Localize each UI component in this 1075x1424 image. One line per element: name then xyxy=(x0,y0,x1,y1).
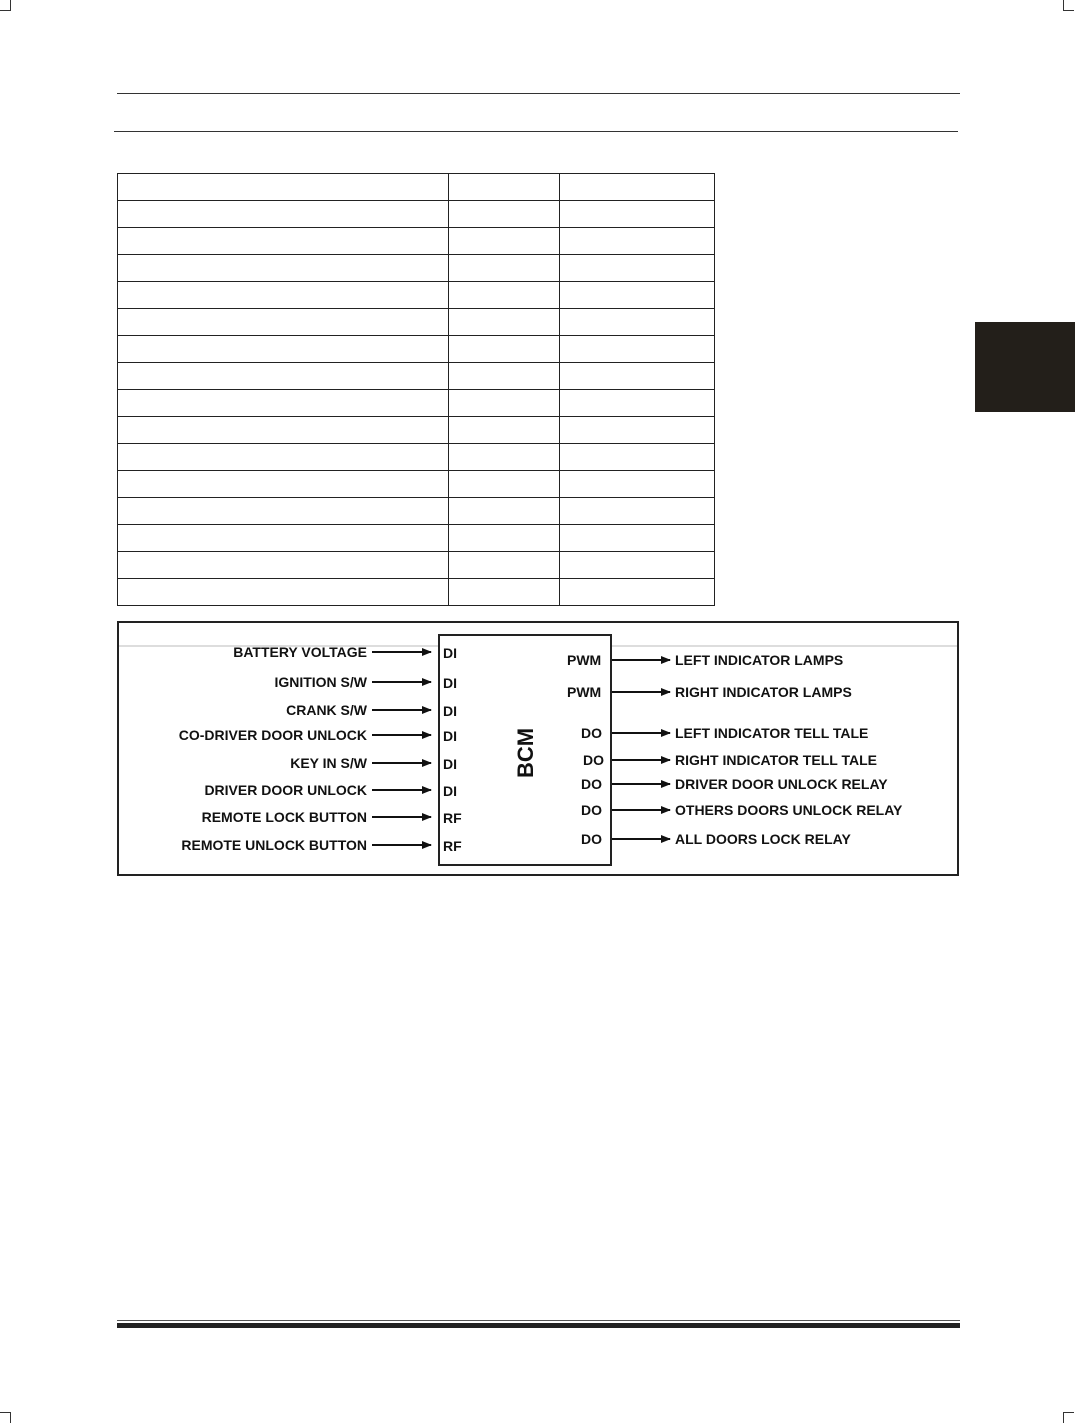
input-label: CRANK S/W xyxy=(286,702,367,718)
table-cell xyxy=(560,552,715,579)
table-cell xyxy=(449,390,560,417)
output-label: DRIVER DOOR UNLOCK RELAY xyxy=(675,776,888,792)
table-row xyxy=(118,363,715,390)
footer-rule-thin xyxy=(117,1320,960,1321)
table-cell xyxy=(560,201,715,228)
output-port-label: PWM xyxy=(567,652,602,668)
input-label: BATTERY VOLTAGE xyxy=(233,644,367,660)
table-cell xyxy=(449,471,560,498)
output-signal xyxy=(581,725,868,741)
table-cell xyxy=(560,390,715,417)
table-cell xyxy=(560,309,715,336)
spec-table xyxy=(117,173,715,606)
output-port-label: DO xyxy=(581,802,602,818)
table-row xyxy=(118,309,715,336)
input-signal xyxy=(204,782,457,799)
table-row xyxy=(118,444,715,471)
table-cell xyxy=(449,498,560,525)
bcm-label: BCM xyxy=(513,727,538,778)
table-cell xyxy=(560,579,715,606)
table-cell xyxy=(560,498,715,525)
output-signal xyxy=(583,752,877,768)
bcm-diagram-frame xyxy=(117,621,959,876)
table-cell xyxy=(449,444,560,471)
crop-mark-bottom-left xyxy=(0,1412,11,1423)
table-cell xyxy=(118,282,449,309)
input-signal xyxy=(202,809,463,826)
output-label: OTHERS DOORS UNLOCK RELAY xyxy=(675,802,903,818)
output-signal xyxy=(581,831,851,847)
output-label: LEFT INDICATOR LAMPS xyxy=(675,652,844,668)
input-signal xyxy=(274,674,457,691)
table-cell xyxy=(118,201,449,228)
output-label: RIGHT INDICATOR TELL TALE xyxy=(675,752,877,768)
table-cell xyxy=(449,228,560,255)
table-cell xyxy=(449,174,560,201)
output-port-label: PWM xyxy=(567,684,602,700)
output-label: ALL DOORS LOCK RELAY xyxy=(675,831,851,847)
table-cell xyxy=(118,336,449,363)
table-row xyxy=(118,201,715,228)
output-port-label: DO xyxy=(581,725,602,741)
input-signal xyxy=(181,837,462,854)
input-label: REMOTE LOCK BUTTON xyxy=(201,809,367,825)
table-cell xyxy=(560,363,715,390)
input-signal xyxy=(286,702,457,719)
table-cell xyxy=(118,228,449,255)
output-signal xyxy=(581,802,903,818)
crop-mark-bottom-right xyxy=(1063,1412,1074,1423)
output-port-label: DO xyxy=(583,752,604,768)
section-tab xyxy=(975,322,1075,412)
input-signal xyxy=(233,644,457,661)
output-signal xyxy=(581,776,888,792)
table-cell xyxy=(560,444,715,471)
table-cell xyxy=(449,552,560,579)
table-cell xyxy=(560,255,715,282)
table-cell xyxy=(449,417,560,444)
table-cell xyxy=(560,228,715,255)
table-cell xyxy=(449,255,560,282)
table-cell xyxy=(560,417,715,444)
output-label: LEFT INDICATOR TELL TALE xyxy=(675,725,869,741)
table-row xyxy=(118,498,715,525)
table-row xyxy=(118,579,715,606)
input-port-label: DI xyxy=(443,675,457,691)
table-row xyxy=(118,471,715,498)
input-port-label: DI xyxy=(443,703,457,719)
crop-mark-top-left xyxy=(0,0,11,11)
input-label: CO-DRIVER DOOR UNLOCK xyxy=(178,727,367,743)
table-cell xyxy=(118,390,449,417)
input-port-label: RF xyxy=(443,838,462,854)
table-cell xyxy=(118,579,449,606)
table-cell xyxy=(560,282,715,309)
header-rule-top xyxy=(117,93,960,94)
table-cell xyxy=(118,552,449,579)
table-cell xyxy=(449,336,560,363)
table-cell xyxy=(118,498,449,525)
input-label: IGNITION S/W xyxy=(274,674,367,690)
inputs-group xyxy=(179,644,462,854)
outputs-group xyxy=(567,652,903,847)
table-cell xyxy=(118,255,449,282)
table-cell xyxy=(560,471,715,498)
output-label: RIGHT INDICATOR LAMPS xyxy=(675,684,852,700)
input-port-label: DI xyxy=(443,645,457,661)
footer-rule-thick xyxy=(117,1323,960,1328)
table-cell xyxy=(449,579,560,606)
output-port-label: DO xyxy=(581,831,602,847)
input-port-label: DI xyxy=(443,728,457,744)
table-cell xyxy=(449,282,560,309)
input-port-label: DI xyxy=(443,783,457,799)
input-signal xyxy=(179,727,457,744)
table-row xyxy=(118,255,715,282)
table-cell xyxy=(118,444,449,471)
input-port-label: DI xyxy=(443,756,457,772)
input-port-label: RF xyxy=(443,810,462,826)
input-label: KEY IN S/W xyxy=(290,755,367,771)
table-row xyxy=(118,228,715,255)
input-label: REMOTE UNLOCK BUTTON xyxy=(181,837,367,853)
table-cell xyxy=(118,525,449,552)
table-row xyxy=(118,417,715,444)
table-row xyxy=(118,174,715,201)
table-cell xyxy=(118,174,449,201)
table-cell xyxy=(118,471,449,498)
input-label: DRIVER DOOR UNLOCK xyxy=(204,782,367,798)
table-cell xyxy=(449,201,560,228)
table-row xyxy=(118,282,715,309)
table-row xyxy=(118,390,715,417)
table-cell xyxy=(118,363,449,390)
table-cell xyxy=(560,174,715,201)
input-signal xyxy=(290,755,457,772)
header-rule-bottom xyxy=(114,131,958,132)
table-cell xyxy=(449,525,560,552)
output-port-label: DO xyxy=(581,776,602,792)
crop-mark-top-right xyxy=(1063,0,1074,11)
table-cell xyxy=(118,309,449,336)
table-row xyxy=(118,525,715,552)
table-row xyxy=(118,552,715,579)
table-cell xyxy=(560,525,715,552)
table-cell xyxy=(560,336,715,363)
bcm-diagram xyxy=(119,623,957,874)
table-cell xyxy=(449,363,560,390)
spec-table-body xyxy=(118,174,715,606)
table-cell xyxy=(118,417,449,444)
table-cell xyxy=(449,309,560,336)
table-row xyxy=(118,336,715,363)
